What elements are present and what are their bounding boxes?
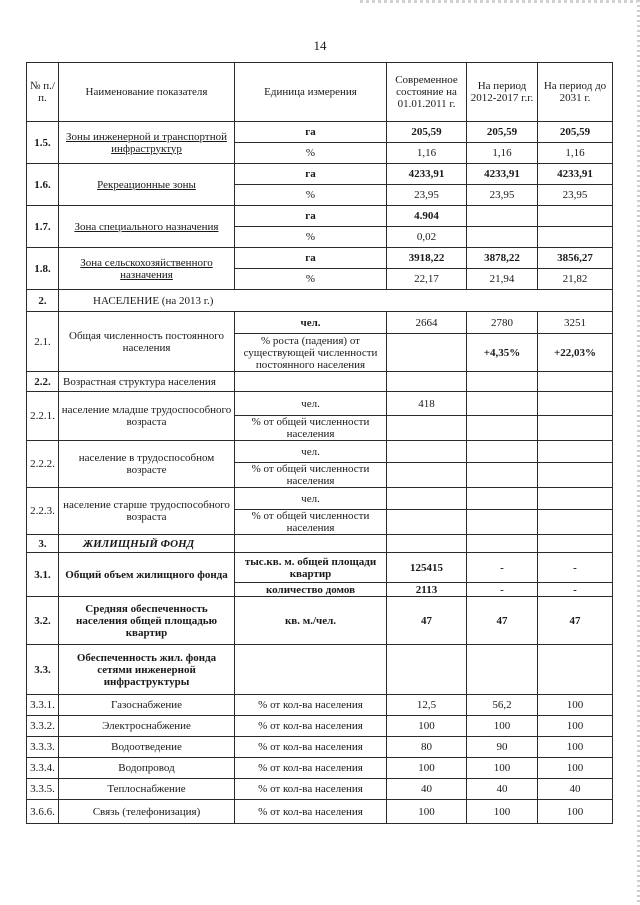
value-2017: 1,16	[467, 143, 538, 164]
row-number: 3.3.4.	[27, 758, 59, 779]
header-current: Современное состояние на 01.01.2011 г.	[387, 63, 467, 122]
value-current: 418	[387, 392, 467, 416]
table-row	[27, 597, 613, 645]
row-name: население младше трудоспособного возраста	[59, 392, 235, 441]
value-2017	[467, 488, 538, 510]
value-2017	[467, 441, 538, 463]
row-unit: % от кол-ва населения	[235, 716, 387, 737]
value-current	[387, 510, 467, 535]
header-num: № п./п.	[27, 63, 59, 122]
row-name: Водоотведение	[59, 737, 235, 758]
row-name: Средняя обеспеченность населения общей площадью квартир	[59, 597, 235, 645]
empty-cell	[235, 372, 387, 392]
value-2017	[467, 206, 538, 227]
value-current	[387, 416, 467, 441]
section-title: НАСЕЛЕНИЕ (на 2013 г.)	[59, 290, 613, 312]
value-current: 22,17	[387, 269, 467, 290]
row-number: 3.3.1.	[27, 695, 59, 716]
value-2017: -	[467, 553, 538, 583]
section-row	[27, 535, 613, 553]
table-row	[27, 779, 613, 800]
value-2031: 100	[538, 716, 613, 737]
row-number: 3.1.	[27, 553, 59, 597]
value-current: 4233,91	[387, 164, 467, 185]
row-unit: га	[235, 122, 387, 143]
section-title: Возрастная структура населения	[59, 372, 235, 392]
indicator-table	[26, 62, 613, 824]
row-name: Зоны инженерной и транспортной инфраструктур	[59, 122, 235, 164]
value-2031: 47	[538, 597, 613, 645]
row-number: 3.3.2.	[27, 716, 59, 737]
value-2031: 3856,27	[538, 248, 613, 269]
value-2031: +22,03%	[538, 334, 613, 372]
section-row	[27, 372, 613, 392]
empty-cell	[538, 372, 613, 392]
table-row	[27, 758, 613, 779]
value-2017: 205,59	[467, 122, 538, 143]
row-name: Водопровод	[59, 758, 235, 779]
value-current: 2664	[387, 312, 467, 334]
value-2017	[467, 463, 538, 488]
empty-cell	[467, 535, 538, 553]
value-current: 3918,22	[387, 248, 467, 269]
value-2031: 40	[538, 779, 613, 800]
value-2017: 100	[467, 758, 538, 779]
value-2017	[467, 392, 538, 416]
row-name: Теплоснабжение	[59, 779, 235, 800]
row-number: 2.2.3.	[27, 488, 59, 535]
section-title: ЖИЛИЩНЫЙ ФОНД	[59, 535, 235, 553]
value-2017: 56,2	[467, 695, 538, 716]
table-row	[27, 312, 613, 334]
row-unit: кв. м./чел.	[235, 597, 387, 645]
row-number: 2.2.	[27, 372, 59, 392]
value-2031	[538, 441, 613, 463]
row-number: 1.6.	[27, 164, 59, 206]
empty-cell	[387, 535, 467, 553]
row-number: 2.1.	[27, 312, 59, 372]
table-row	[27, 695, 613, 716]
scan-artifact-top	[360, 0, 640, 3]
row-unit: га	[235, 248, 387, 269]
row-unit: %	[235, 227, 387, 248]
row-number: 2.2.1.	[27, 392, 59, 441]
table-row	[27, 737, 613, 758]
value-2031: 205,59	[538, 122, 613, 143]
row-name: Газоснабжение	[59, 695, 235, 716]
row-name: Связь (телефонизация)	[59, 800, 235, 824]
row-unit: % от кол-ва населения	[235, 695, 387, 716]
header-row	[27, 63, 613, 122]
value-current: 80	[387, 737, 467, 758]
value-2031: 3251	[538, 312, 613, 334]
row-number: 1.7.	[27, 206, 59, 248]
empty-cell	[235, 645, 387, 695]
table-row	[27, 716, 613, 737]
row-name: Обеспеченность жил. фонда сетями инженерной инфраструктуры	[59, 645, 235, 695]
value-current	[387, 334, 467, 372]
value-2031: 1,16	[538, 143, 613, 164]
value-current: 100	[387, 758, 467, 779]
header-2017: На период 2012-2017 г.г.	[467, 63, 538, 122]
row-number: 2.	[27, 290, 59, 312]
value-2031: 100	[538, 737, 613, 758]
page-number: 14	[313, 38, 327, 53]
value-2017	[467, 227, 538, 248]
row-number: 1.8.	[27, 248, 59, 290]
row-name: Общая численность постоянного населения	[59, 312, 235, 372]
value-current	[387, 463, 467, 488]
row-number: 3.	[27, 535, 59, 553]
row-unit: % от кол-ва населения	[235, 737, 387, 758]
empty-cell	[235, 535, 387, 553]
value-2031: -	[538, 553, 613, 583]
value-2017: +4,35%	[467, 334, 538, 372]
value-2017: 23,95	[467, 185, 538, 206]
value-2017: 2780	[467, 312, 538, 334]
table-row	[27, 164, 613, 185]
value-current: 100	[387, 800, 467, 824]
row-unit: % от кол-ва населения	[235, 779, 387, 800]
row-number: 3.2.	[27, 597, 59, 645]
row-unit: % от кол-ва населения	[235, 800, 387, 824]
header-name: Наименование показателя	[59, 63, 235, 122]
value-2031	[538, 227, 613, 248]
row-unit: % от общей численности населения	[235, 510, 387, 535]
section-row	[27, 645, 613, 695]
empty-cell	[467, 645, 538, 695]
value-current	[387, 441, 467, 463]
value-2031	[538, 416, 613, 441]
row-name: Электроснабжение	[59, 716, 235, 737]
value-2031	[538, 392, 613, 416]
table-row	[27, 488, 613, 510]
empty-cell	[538, 535, 613, 553]
value-2017: 4233,91	[467, 164, 538, 185]
value-current: 125415	[387, 553, 467, 583]
row-unit: тыс.кв. м. общей площади квартир	[235, 553, 387, 583]
value-2031: 4233,91	[538, 164, 613, 185]
value-current: 1,16	[387, 143, 467, 164]
row-unit: % роста (падения) от существующей численности постоянного населения	[235, 334, 387, 372]
value-current: 47	[387, 597, 467, 645]
row-number: 1.5.	[27, 122, 59, 164]
empty-cell	[387, 645, 467, 695]
indicator-table-wrapper	[26, 62, 612, 824]
row-unit: % от общей численности населения	[235, 463, 387, 488]
value-current	[387, 488, 467, 510]
value-2031: 23,95	[538, 185, 613, 206]
value-2017	[467, 510, 538, 535]
empty-cell	[467, 372, 538, 392]
row-number: 3.3.5.	[27, 779, 59, 800]
value-current: 40	[387, 779, 467, 800]
value-2031	[538, 488, 613, 510]
value-2031: -	[538, 583, 613, 597]
row-number: 3.6.6.	[27, 800, 59, 824]
value-current: 12,5	[387, 695, 467, 716]
row-unit: % от общей численности населения	[235, 416, 387, 441]
row-name: Рекреационные зоны	[59, 164, 235, 206]
row-unit: га	[235, 164, 387, 185]
row-unit: чел.	[235, 312, 387, 334]
value-2031	[538, 463, 613, 488]
row-unit: чел.	[235, 392, 387, 416]
table-row	[27, 206, 613, 227]
row-unit: количество домов	[235, 583, 387, 597]
row-unit: чел.	[235, 488, 387, 510]
value-current: 0,02	[387, 227, 467, 248]
value-2031: 100	[538, 695, 613, 716]
table-row	[27, 441, 613, 463]
value-2017: 90	[467, 737, 538, 758]
value-2017	[467, 416, 538, 441]
value-2017: -	[467, 583, 538, 597]
value-current: 2113	[387, 583, 467, 597]
value-2017: 100	[467, 800, 538, 824]
value-2017: 100	[467, 716, 538, 737]
header-unit: Единица измерения	[235, 63, 387, 122]
value-current: 100	[387, 716, 467, 737]
table-row	[27, 800, 613, 824]
row-name: население в трудоспособном возрасте	[59, 441, 235, 488]
value-2031: 100	[538, 758, 613, 779]
row-name: Зона специального назначения	[59, 206, 235, 248]
value-2017: 3878,22	[467, 248, 538, 269]
table-row	[27, 392, 613, 416]
value-2031	[538, 510, 613, 535]
header-2031: На период до 2031 г.	[538, 63, 613, 122]
row-number: 3.3.3.	[27, 737, 59, 758]
value-2031: 21,82	[538, 269, 613, 290]
row-unit: %	[235, 143, 387, 164]
row-unit: %	[235, 185, 387, 206]
row-unit: % от кол-ва населения	[235, 758, 387, 779]
table-row	[27, 248, 613, 269]
row-number: 2.2.2.	[27, 441, 59, 488]
value-current: 4.904	[387, 206, 467, 227]
row-unit: %	[235, 269, 387, 290]
row-name: Общий объем жилищного фонда	[59, 553, 235, 597]
value-2031: 100	[538, 800, 613, 824]
value-2017: 21,94	[467, 269, 538, 290]
value-2017: 40	[467, 779, 538, 800]
section-row	[27, 290, 613, 312]
row-number: 3.3.	[27, 645, 59, 695]
row-name: население старше трудоспособного возраста	[59, 488, 235, 535]
table-row	[27, 122, 613, 143]
row-unit: га	[235, 206, 387, 227]
row-name: Зона сельскохозяйственного назначения	[59, 248, 235, 290]
value-current: 205,59	[387, 122, 467, 143]
empty-cell	[387, 372, 467, 392]
empty-cell	[538, 645, 613, 695]
row-unit: чел.	[235, 441, 387, 463]
value-current: 23,95	[387, 185, 467, 206]
table-row	[27, 553, 613, 583]
value-2017: 47	[467, 597, 538, 645]
value-2031	[538, 206, 613, 227]
